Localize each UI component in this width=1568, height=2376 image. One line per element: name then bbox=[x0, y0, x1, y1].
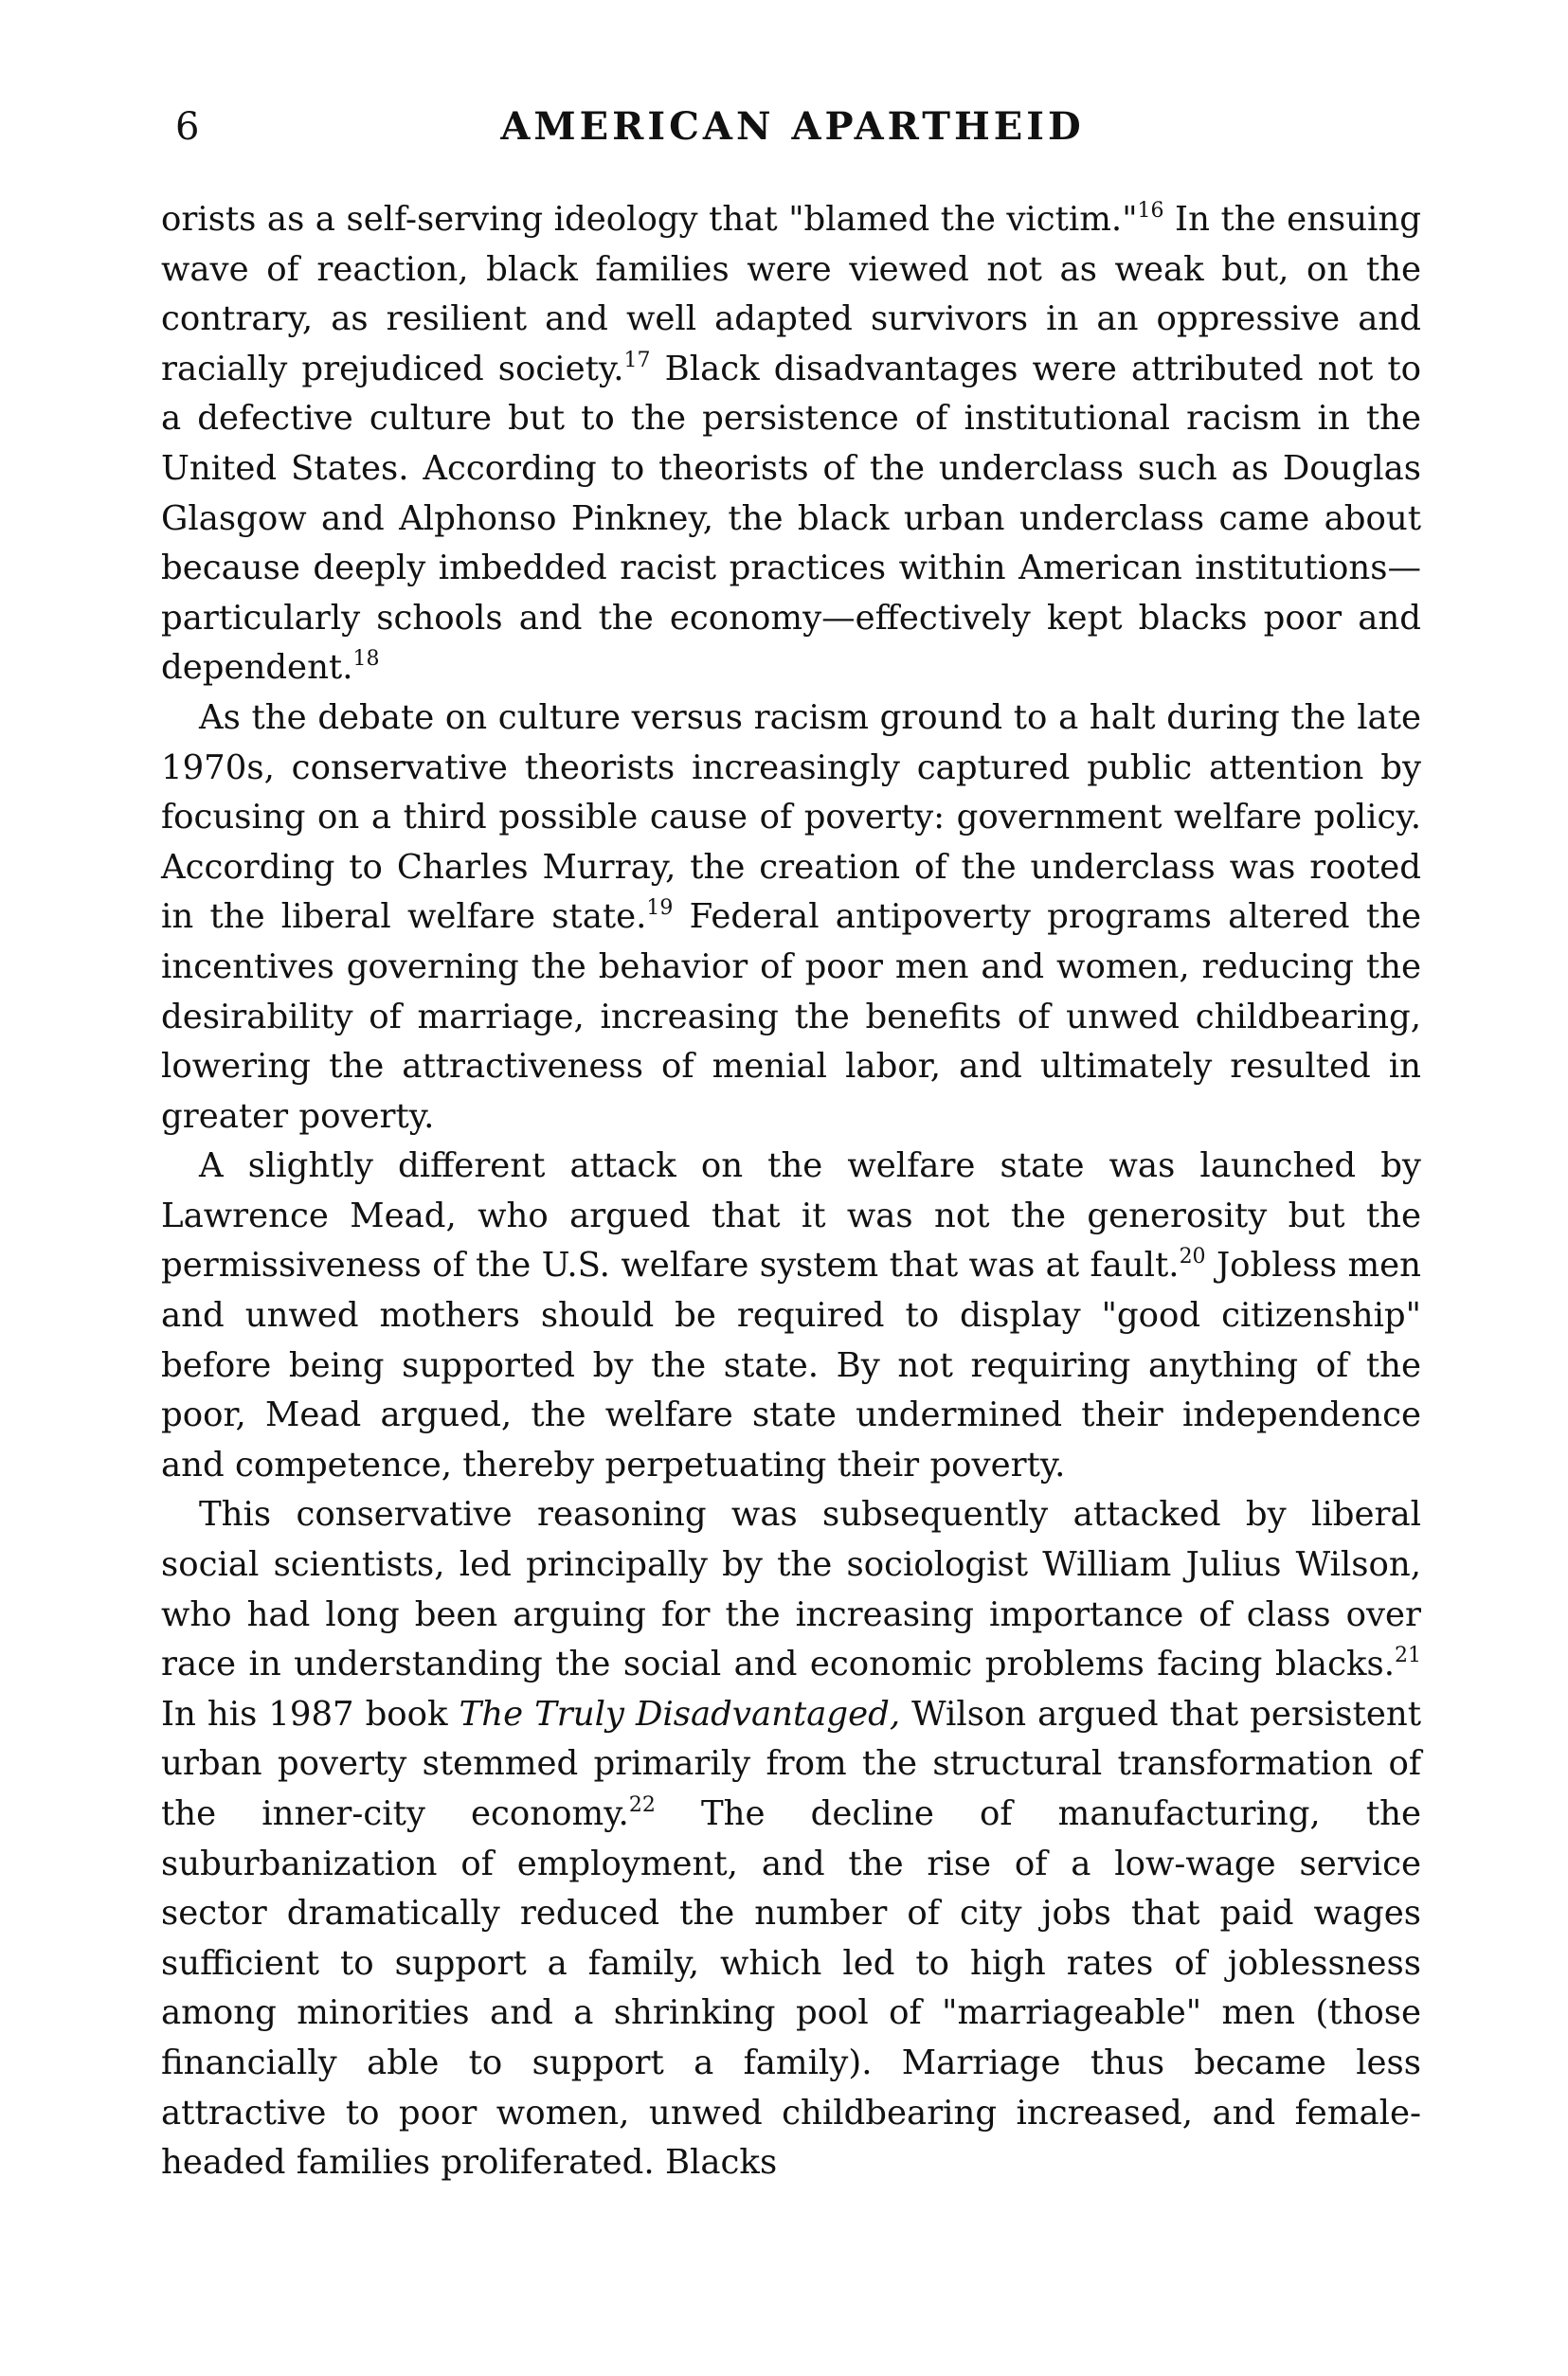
paragraph-3 bbox=[161, 1142, 1421, 1490]
footnote-ref-18: 18 bbox=[352, 647, 380, 672]
paragraph-1 bbox=[161, 195, 1421, 693]
text-run: This conservative reasoning was subsequently attacked by liberal social scientists, led principally by the sociologist William Julius Wilson, who had long been arguing for the increasing importance of class over race in understanding the social and economic problems facing blacks. bbox=[161, 1495, 1421, 1684]
text-run: A slightly different attack on the welfare state was launched by Lawrence Mead, who argued that it was not the generosity but the permissiveness of the U.S. welfare system that was at fault. bbox=[161, 1146, 1421, 1286]
footnote-ref-21: 21 bbox=[1395, 1644, 1421, 1668]
paragraph-4 bbox=[161, 1490, 1421, 2187]
text-run: In his 1987 book bbox=[161, 1694, 460, 1734]
footnote-ref-16: 16 bbox=[1137, 199, 1164, 223]
footnote-ref-17: 17 bbox=[623, 348, 651, 372]
text-run: orists as a self-serving ideology that "blamed the victim." bbox=[161, 200, 1138, 239]
paragraph-2 bbox=[161, 693, 1421, 1142]
book-title: The Truly Disadvantaged, bbox=[459, 1694, 901, 1734]
text-run: Black disadvantages were attributed not to a defective culture but to the persistence of institutional racism in the United States. According to theorists of the underclass such as Douglas Glasgow and Alphonso Pinkney, the black urban underclass came about because deeply imbedded racist practices within American institutions—particularly schools and the economy—effectively kept blacks poor and dependent. bbox=[161, 349, 1421, 688]
text-run: Wilson argued that persistent urban poverty stemmed primarily from the structural transformation of the inner-city economy. bbox=[161, 1694, 1421, 1833]
page-header bbox=[159, 99, 1426, 155]
footnote-ref-19: 19 bbox=[646, 896, 674, 921]
text-run: As the debate on culture versus racism ground to a halt during the late 1970s, conservative theorists increasingly captured public attention by focusing on a third possible cause of poverty: government welfare policy. According to Charles Murray, the creation of the underclass was rooted in the liberal welfare state. bbox=[161, 697, 1421, 937]
text-run: Federal antipoverty programs altered the incentives governing the behavior of poor men and women, reducing the desirability of marriage, increasing the benefits of unwed childbearing, lowering the attractiveness of menial labor, and ultimately resulted in greater poverty. bbox=[161, 897, 1421, 1136]
text-run: In the ensuing wave of reaction, black families were viewed not as weak but, on the contrary, as resilient and well adapted survivors in an oppressive and racially prejudiced society. bbox=[161, 200, 1421, 388]
footnote-ref-20: 20 bbox=[1179, 1245, 1206, 1269]
running-title: AMERICAN APARTHEID bbox=[500, 104, 1085, 149]
page-number: 6 bbox=[175, 105, 200, 149]
footnote-ref-22: 22 bbox=[628, 1793, 656, 1817]
text-run: The decline of manufacturing, the suburbanization of employment, and the rise of a low-wage service sector dramatically reduced the number of city jobs that paid wages sufficient to support a family, which led to high rates of joblessness among minorities and a shrinking pool of "marriageable" men (those financially able to support a family). Marriage thus became less attractive to poor women, unwed childbearing increased, and female-headed families proliferated. Blacks bbox=[161, 1794, 1421, 2183]
text-run: Jobless men and unwed mothers should be required to display "good citizenship" before being supported by the state. By not requiring anything of the poor, Mead argued, the welfare state undermined their independence and competence, thereby perpetuating their poverty. bbox=[161, 1246, 1421, 1485]
body-text bbox=[161, 195, 1421, 2188]
